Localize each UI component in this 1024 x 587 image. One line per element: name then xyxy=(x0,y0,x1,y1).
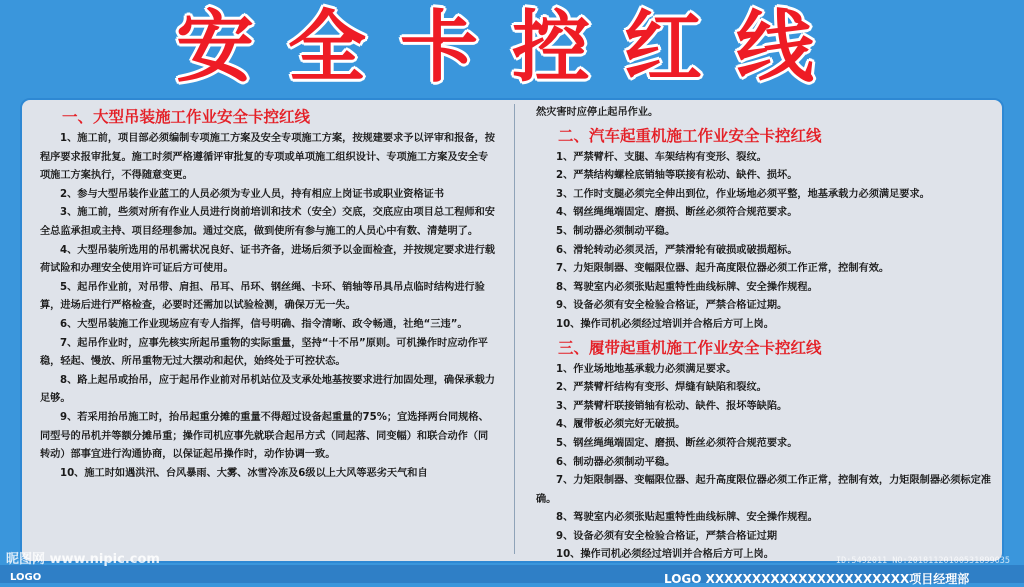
list-item: 8、驾驶室内必须张贴起重特性曲线标牌、安全操作规程。 xyxy=(556,512,818,524)
footer-left-text: LOGO xyxy=(10,572,42,583)
section-3-list xyxy=(536,361,994,566)
list-item: 2、严禁结构螺栓底销轴等联接有松动、缺件、损坏。 xyxy=(556,170,798,182)
section-2-list xyxy=(536,149,994,335)
list-item: 6、滑轮转动必须灵活，严禁滑轮有破损或破损超标。 xyxy=(556,244,798,256)
list-item: 9、设备必须有安全检验合格证，严禁合格证过期 xyxy=(556,530,778,542)
watermark-site: 昵图网 www.nipic.com xyxy=(6,552,160,567)
section-heading-3: 三、履带起重机施工作业安全卡控红线 xyxy=(558,338,822,357)
list-item: 9、设备必须有安全检验合格证，严禁合格证过期。 xyxy=(556,300,788,312)
list-item: 10、操作司机必须经过培训并合格后方可上岗。 xyxy=(556,318,774,330)
column-divider xyxy=(514,104,515,554)
watermark-id: ID:5492011 NO:20181120100531899035 xyxy=(836,556,1010,566)
list-item: 3、严禁臂杆联接销轴有松动、缺件、报坏等缺陷。 xyxy=(556,400,788,412)
list-item: 6、大型吊装施工作业现场应有专人指挥，信号明确、指令清晰、政令畅通，社绝“三违”。 xyxy=(60,318,468,330)
list-item: 2、严禁臂杆结构有变形、焊缝有缺陷和裂纹。 xyxy=(556,382,767,394)
list-item: 4、履带板必须完好无破损。 xyxy=(556,419,686,431)
list-item: 8、路上起吊或抬吊，应于起吊作业前对吊机站位及支承处地基按要求进行加固处理，确保承载力足够。 xyxy=(40,374,495,405)
list-item: 10、施工时如遇洪汛、台风暴雨、大雾、冰雪冷冻及6级以上大风等恶劣天气和自 xyxy=(60,467,428,479)
list-item: 7、起吊作业时，应事先核实所起吊重物的实际重量，坚持“十不吊”原则。可机操作时应动作平稳，轻起、慢放、所吊重物无过大摆动和起伏，始终处于可控状态。 xyxy=(40,337,488,368)
list-item: 1、作业场地地基承载力必须满足要求。 xyxy=(556,363,737,375)
list-item: 5、钢丝绳绳端固定、磨损、断丝必须符合规范要求。 xyxy=(556,437,798,449)
page-title: 安全卡控红线 xyxy=(175,3,848,93)
list-item: 3、工作时支腿必须完全伸出到位，作业场地必须平整，地基承载力必须满足要求。 xyxy=(556,188,930,200)
list-item: 1、施工前，项目部必须编制专项施工方案及安全专项施工方案，按规建要求予以评审和报备，按程序要求报审批复。施工时须严格遵循评审批复的专项或单项施工组织设计、专项施工方案及安全专项施工方案执行，不得随意变更。 xyxy=(40,133,495,182)
list-item: 4、大型吊装所选用的吊机需状况良好、证书齐备，进场后须予以金面检查，并按规定要求进行载荷试险和办理安全使用许可证后方可使用。 xyxy=(40,244,495,275)
section-heading-2: 二、汽车起重机施工作业安全卡控红线 xyxy=(558,126,822,145)
section-heading-1: 一、大型吊装施工作业安全卡控红线 xyxy=(62,108,311,126)
list-item: 3、施工前，些须对所有作业人员进行岗前培训和技术（安全）交底，交底应由项目总工程师和安全总监承担或主持、项目经理参加。通过交底，做到使所有参与施工的人员心中有数、清楚明了。 xyxy=(40,207,495,237)
list-item: 8、驾驶室内必须张贴起重特性曲线标牌、安全操作规程。 xyxy=(556,281,818,293)
section-1-continuation: 然灾害时应停止起吊作业。 xyxy=(536,107,659,118)
list-item: 6、制动器必须制动平稳。 xyxy=(556,456,676,468)
left-column xyxy=(40,104,498,483)
list-item: 10、操作司机必须经过培训并合格后方可上岗。 xyxy=(556,549,774,561)
list-item: 5、制动器必须制动平稳。 xyxy=(556,225,676,237)
list-item: 2、参与大型吊装作业蓝工的人员必须为专业人员，持有相应上岗证书或职业资格证书 xyxy=(60,188,445,200)
right-column xyxy=(536,104,994,565)
list-item: 9、若采用抬吊施工时，抬吊起重分摊的重量不得超过设备起重量的75%；宜选择两台同规格、同型号的吊机并等额分摊吊重；操作司机应事先就联合起吊方式（同起落、同变幅）和联合动作（同转动）部事宜进行沟通协商，以保证起吊操作时，动作协调一致。 xyxy=(40,411,489,461)
footer-right-text: LOGO XXXXXXXXXXXXXXXXXXXXXX项目经理部 xyxy=(664,572,970,586)
list-item: 4、钢丝绳绳端固定、磨损、断丝必须符合规范要求。 xyxy=(556,207,798,219)
list-item: 1、严禁臂杆、支腿、车架结构有变形、裂纹。 xyxy=(556,151,767,163)
list-item: 7、力矩限制器、变幅限位器、起升高度限位器必须工作正常，控制有效。 xyxy=(556,263,890,275)
section-1-list xyxy=(40,130,498,483)
list-item: 7、力矩限制器、变幅限位器、起升高度限位器必须工作正常，控制有效，力矩限制器必须标定准确。 xyxy=(536,475,991,505)
list-item: 5、起吊作业前，对吊带、肩担、吊耳、吊环、钢丝绳、卡环、销轴等吊具吊点临时结构进行验算，进场后进行严格检查，必要时还需加以试验检测，确保万无一失。 xyxy=(40,281,485,312)
